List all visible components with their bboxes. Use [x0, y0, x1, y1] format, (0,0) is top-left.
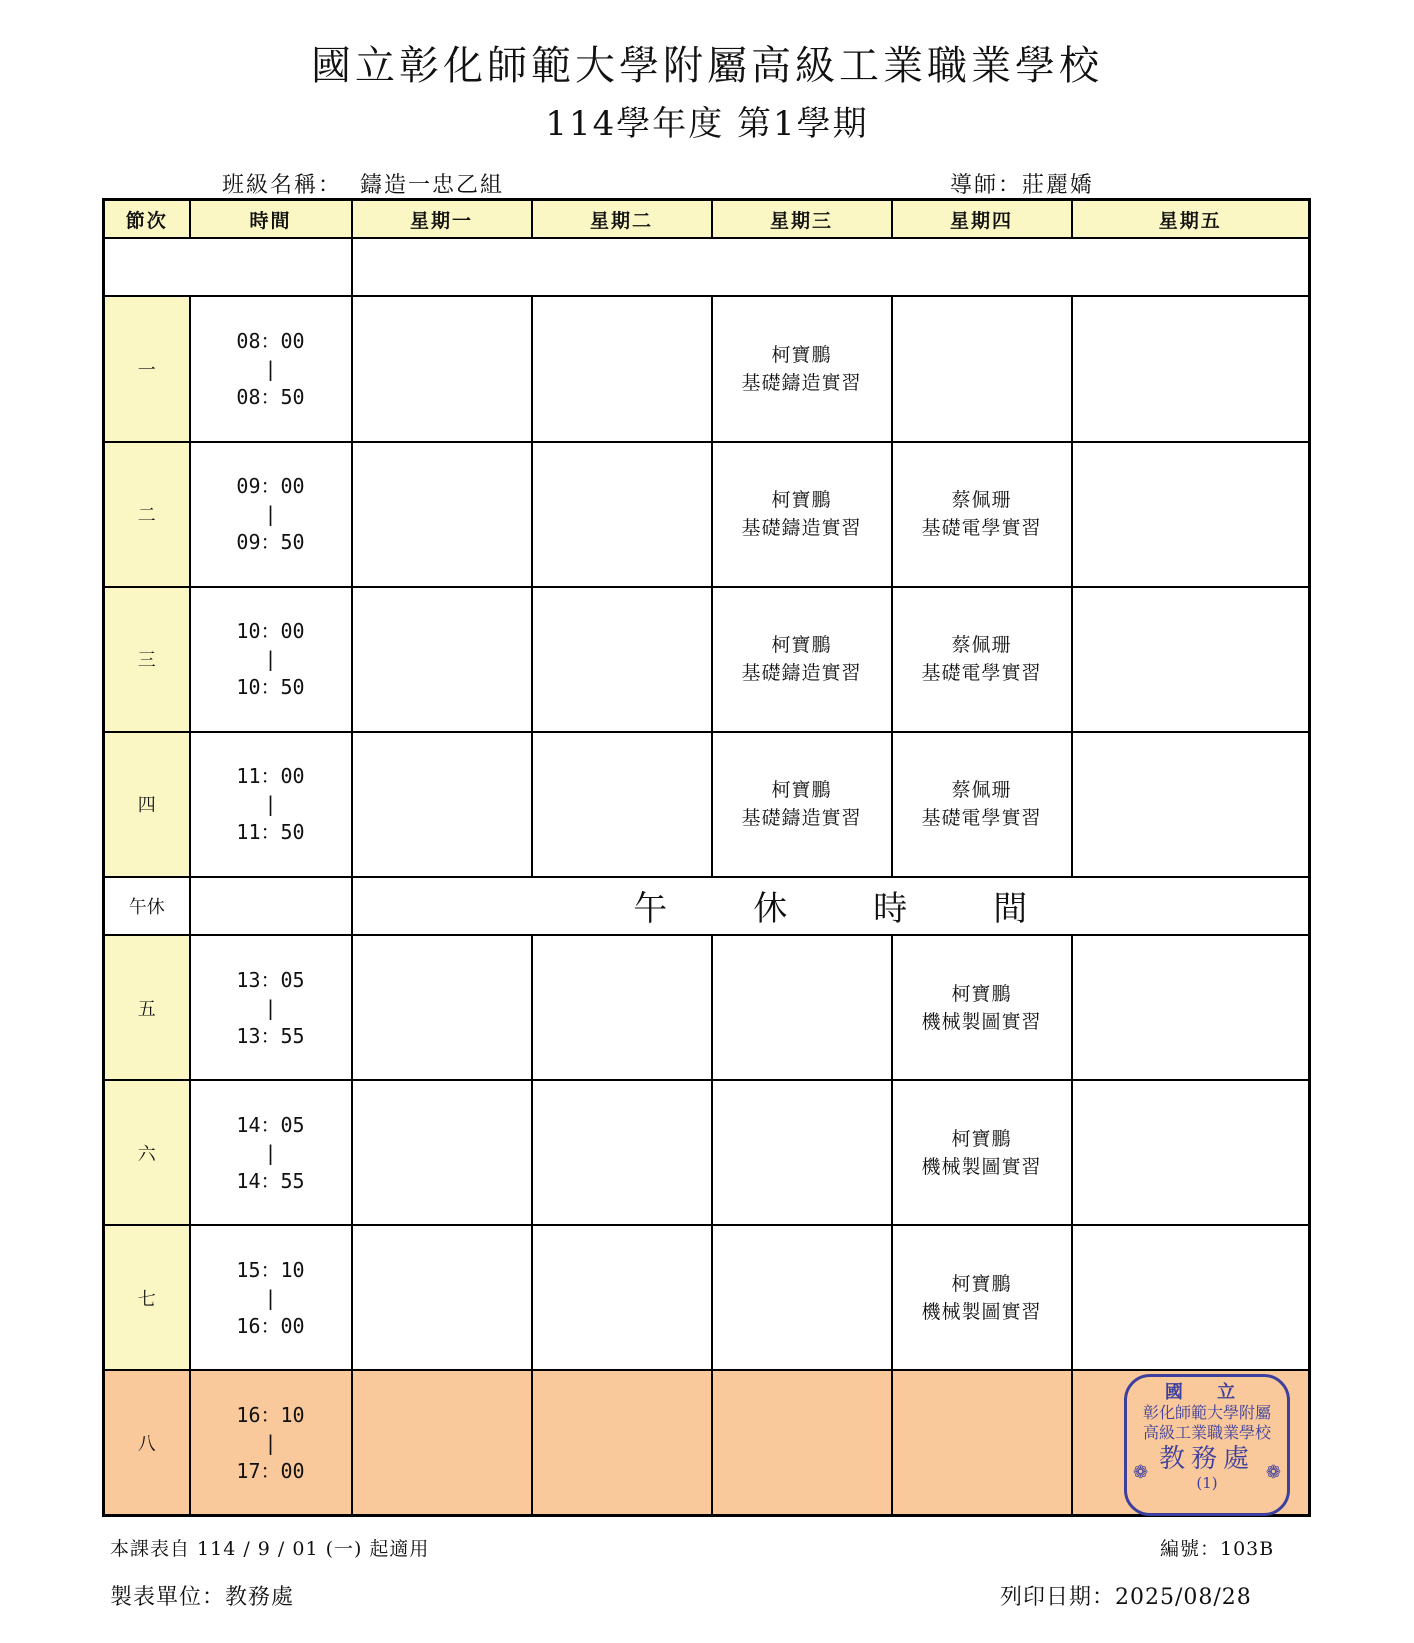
class-cell [892, 1370, 1072, 1515]
period-label: 五 [104, 935, 190, 1080]
term-title: 114學年度 第1學期 [545, 104, 869, 144]
time-separator: | [264, 995, 277, 1020]
class-info [222, 168, 504, 199]
teacher-name: 柯寶鵬 [771, 634, 832, 657]
class-cell [892, 1080, 1072, 1225]
class-cell [532, 442, 712, 587]
course-name: 機械製圖實習 [921, 1155, 1042, 1178]
header-row [104, 200, 1310, 239]
course-name: 機械製圖實習 [921, 1300, 1042, 1323]
class-cell [532, 296, 712, 441]
seal-line-1: 國 立 [1164, 1382, 1250, 1403]
period-label: 八 [104, 1370, 190, 1515]
apply-note: 本課表自 114 / 9 / 01 (一) 起適用 [110, 1538, 430, 1560]
time-separator: | [264, 1285, 277, 1310]
time-cell [190, 1080, 352, 1225]
class-cell [1072, 732, 1310, 877]
class-cell [1072, 587, 1310, 732]
teacher-name: 柯寶鵬 [771, 779, 832, 802]
time-start: 14：05 [236, 1112, 305, 1137]
teacher-name: 蔡佩珊 [951, 489, 1012, 512]
blank-row [104, 238, 1310, 296]
time-start: 10：00 [236, 619, 305, 644]
period-row [104, 732, 1310, 877]
course-name: 基礎鑄造實習 [741, 807, 862, 830]
teacher-name: 柯寶鵬 [771, 343, 832, 366]
class-cell [532, 587, 712, 732]
time-separator: | [264, 356, 277, 381]
class-cell [712, 1080, 892, 1225]
period-label: 六 [104, 1080, 190, 1225]
class-cell [1072, 1080, 1310, 1225]
class-cell [532, 1080, 712, 1225]
teacher-name: 柯寶鵬 [951, 1127, 1012, 1150]
class-cell [1072, 442, 1310, 587]
time-start: 11：00 [236, 764, 305, 789]
class-cell [712, 587, 892, 732]
teacher-name: 柯寶鵬 [771, 489, 832, 512]
period-label: 四 [104, 732, 190, 877]
tutor-info: 導師：莊麗嬌 [950, 173, 1095, 198]
lunch-period: 午休 [104, 877, 190, 935]
print-date: 列印日期：2025/08/28 [1000, 1585, 1252, 1610]
maker-note: 製表單位：教務處 [110, 1585, 295, 1610]
lunch-char: 時 [873, 889, 908, 930]
time-cell [190, 442, 352, 587]
teacher-name: 柯寶鵬 [951, 982, 1012, 1005]
lunch-time [190, 877, 352, 935]
seal-line-2: 彰化師範大學附屬 [1142, 1403, 1271, 1422]
code-note: 編號：103B [1160, 1538, 1275, 1560]
course-name: 機械製圖實習 [921, 1010, 1042, 1033]
class-cell [712, 1370, 892, 1515]
time-separator: | [264, 647, 277, 672]
class-cell [532, 935, 712, 1080]
class-cell [352, 442, 532, 587]
time-end: 17：00 [236, 1458, 305, 1483]
class-cell [352, 1080, 532, 1225]
course-name: 基礎電學實習 [921, 517, 1042, 540]
class-cell [352, 296, 532, 441]
class-cell [892, 732, 1072, 877]
lunch-row [104, 877, 1310, 935]
time-start: 08：00 [236, 328, 305, 353]
seal-line-5: (1) [1196, 1474, 1218, 1492]
teacher-name: 柯寶鵬 [951, 1272, 1012, 1295]
class-label: 班級名稱： [222, 173, 343, 198]
period-label: 一 [104, 296, 190, 441]
class-cell [1072, 935, 1310, 1080]
header-period: 節次 [104, 200, 190, 239]
class-cell [532, 1225, 712, 1370]
class-cell [352, 935, 532, 1080]
seal-flower-icon: ❁ [1133, 1462, 1149, 1483]
class-cell [1072, 1225, 1310, 1370]
time-separator: | [264, 1430, 277, 1455]
time-end: 16：00 [236, 1313, 305, 1338]
class-cell [352, 1225, 532, 1370]
class-cell [892, 442, 1072, 587]
class-cell [712, 442, 892, 587]
period-label: 二 [104, 442, 190, 587]
class-cell [352, 732, 532, 877]
period-label: 七 [104, 1225, 190, 1370]
class-cell [892, 296, 1072, 441]
course-name: 基礎鑄造實習 [741, 517, 862, 540]
period-row [104, 296, 1310, 441]
period-label: 三 [104, 587, 190, 732]
seal-line-4: 教務處 [1158, 1444, 1255, 1474]
time-separator: | [264, 1140, 277, 1165]
course-name: 基礎電學實習 [921, 807, 1042, 830]
timetable [102, 198, 1311, 1517]
class-cell [352, 587, 532, 732]
seal-flower-icon: ❁ [1265, 1462, 1281, 1483]
lunch-char: 間 [993, 889, 1028, 930]
period-row [104, 587, 1310, 732]
time-cell [190, 296, 352, 441]
class-cell [892, 587, 1072, 732]
seal-line-3: 高級工業職業學校 [1142, 1423, 1271, 1442]
header-thu: 星期四 [892, 200, 1072, 239]
period-row [104, 442, 1310, 587]
time-separator: | [264, 502, 277, 527]
class-cell [1072, 296, 1310, 441]
class-cell [712, 1225, 892, 1370]
class-cell [892, 1225, 1072, 1370]
time-separator: | [264, 792, 277, 817]
header-time: 時間 [190, 200, 352, 239]
teacher-name: 蔡佩珊 [951, 634, 1012, 657]
time-cell [190, 732, 352, 877]
class-cell [712, 732, 892, 877]
time-start: 15：10 [236, 1257, 305, 1282]
class-cell [892, 935, 1072, 1080]
teacher-name: 蔡佩珊 [951, 779, 1012, 802]
class-cell [532, 732, 712, 877]
time-cell [190, 1370, 352, 1515]
header-wed: 星期三 [712, 200, 892, 239]
course-name: 基礎鑄造實習 [741, 371, 862, 394]
school-title: 國立彰化師範大學附屬高級工業職業學校 [311, 43, 1103, 89]
blank-cell-right [352, 238, 1310, 296]
time-start: 13：05 [236, 967, 305, 992]
time-start: 09：00 [236, 474, 305, 499]
header-tue: 星期二 [532, 200, 712, 239]
time-end: 09：50 [236, 530, 305, 555]
class-cell [532, 1370, 712, 1515]
time-start: 16：10 [236, 1402, 305, 1427]
lunch-text [352, 877, 1310, 935]
class-cell [712, 935, 892, 1080]
time-end: 08：50 [236, 384, 305, 409]
office-seal [1124, 1374, 1290, 1516]
lunch-char: 午 [633, 889, 668, 930]
time-cell [190, 1225, 352, 1370]
blank-cell-left [104, 238, 352, 296]
class-name: 鑄造一忠乙組 [360, 173, 505, 198]
lunch-char: 休 [753, 889, 788, 930]
time-end: 11：50 [236, 820, 305, 845]
course-name: 基礎電學實習 [921, 662, 1042, 685]
time-end: 14：55 [236, 1168, 305, 1193]
class-cell [352, 1370, 532, 1515]
period-row [104, 1225, 1310, 1370]
time-cell [190, 935, 352, 1080]
time-end: 13：55 [236, 1023, 305, 1048]
class-cell [712, 296, 892, 441]
period-row [104, 1080, 1310, 1225]
header-mon: 星期一 [352, 200, 532, 239]
period-row [104, 935, 1310, 1080]
time-cell [190, 587, 352, 732]
course-name: 基礎鑄造實習 [741, 662, 862, 685]
header-fri: 星期五 [1072, 200, 1310, 239]
time-end: 10：50 [236, 675, 305, 700]
